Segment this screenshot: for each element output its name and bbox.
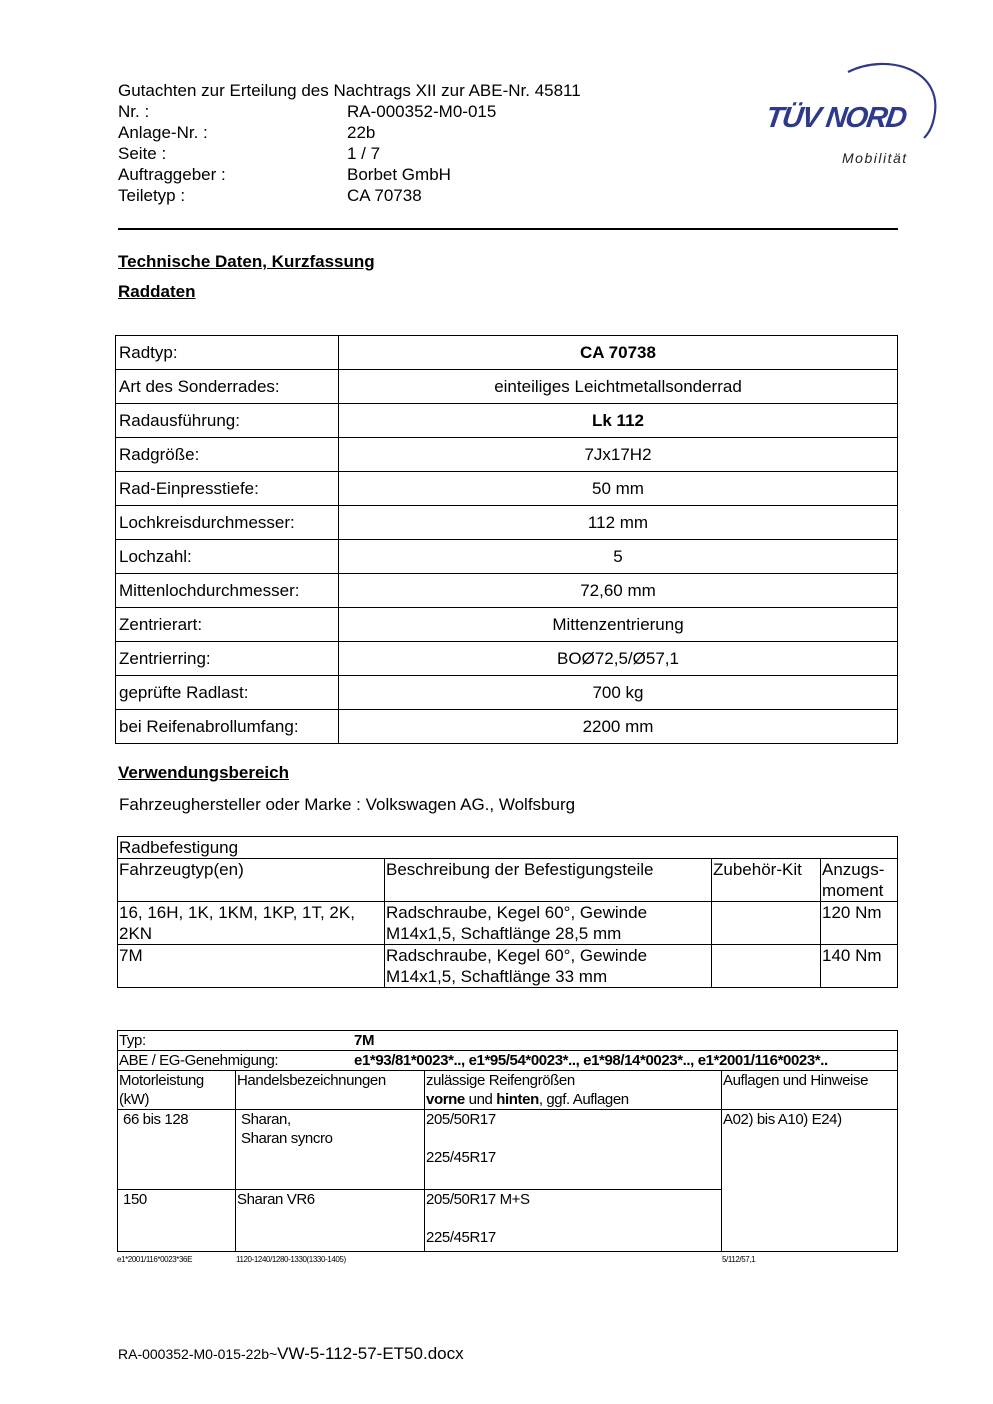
wheel-label: Mittenlochdurchmesser: [116, 574, 339, 608]
wheel-label: Lochzahl: [116, 540, 339, 574]
document-filename [118, 1344, 464, 1364]
vehicle-types: 16, 16H, 1K, 1KM, 1KP, 1T, 2K, 2KN [118, 902, 385, 945]
trade-names [236, 1190, 425, 1252]
filename-part-a: RA-000352-M0-015-22b~ [118, 1346, 278, 1362]
column-header-tyres [425, 1071, 722, 1110]
wheel-label: Lochkreisdurchmesser: [116, 506, 339, 540]
trade-name: Sharan VR6 [237, 1191, 315, 1208]
column-header: Fahrzeugtyp(en) [118, 859, 385, 902]
wheel-value: 700 kg [339, 676, 898, 710]
table-row [116, 608, 898, 642]
header-value: RA-000352-M0-015 [347, 102, 497, 121]
wheel-value: 50 mm [339, 472, 898, 506]
header-value: 22b [347, 123, 376, 142]
tyres-rest: , ggf. Auflagen [538, 1091, 629, 1108]
wheel-value: 112 mm [339, 506, 898, 540]
header-divider [118, 228, 898, 230]
table-row [116, 336, 898, 370]
table-row [116, 642, 898, 676]
tyres-rear: hinten [496, 1091, 539, 1108]
tyre-size: 205/50R17 [426, 1111, 496, 1128]
torque: 140 Nm [821, 945, 898, 988]
mounting-title: Radbefestigung [118, 837, 898, 859]
tyre-sizes [425, 1110, 722, 1190]
table-row [118, 837, 898, 859]
filename-part-b: VW-5-112-57-ET50.docx [277, 1344, 464, 1363]
header-label: Auftraggeber : [118, 165, 226, 184]
trade-names [236, 1110, 425, 1190]
approval-row [118, 1051, 898, 1071]
type-label: Typ: [119, 1032, 146, 1049]
wheel-value: Mittenzentrierung [339, 608, 898, 642]
column-header: Anzugs-moment [821, 859, 898, 902]
table-row [116, 676, 898, 710]
approval-value: e1*93/81*0023*.., e1*95/54*0023*.., e1*98/14*0023*.., e1*2001/116*0023*.. [354, 1052, 828, 1069]
tyre-size: 205/50R17 M+S [426, 1191, 530, 1208]
torque: 120 Nm [821, 902, 898, 945]
section-technical-title: Technische Daten, Kurzfassung [118, 252, 375, 271]
footnote-pcd: 5/112/57,1 [722, 1255, 756, 1264]
wheel-data-table [115, 335, 898, 744]
type-row [118, 1031, 898, 1051]
header-row-page [118, 143, 380, 164]
header-value: 1 / 7 [347, 144, 381, 163]
tyre-size: 225/45R17 [426, 1149, 496, 1166]
fastener-description: Radschraube, Kegel 60°, Gewinde M14x1,5, Schaftlänge 33 mm [385, 945, 712, 988]
vehicle-approval-table [117, 1030, 898, 1252]
wheel-label: geprüfte Radlast: [116, 676, 339, 710]
logo-brand: TÜV NORD [763, 102, 908, 134]
wheel-label: Zentrierart: [116, 608, 339, 642]
header-label: Anlage-Nr. : [118, 123, 208, 142]
wheel-value: CA 70738 [339, 336, 898, 370]
wheel-label: Radausführung: [116, 404, 339, 438]
table-header-row [118, 1071, 898, 1110]
wheel-value: einteiliges Leichtmetallsonderrad [339, 370, 898, 404]
table-row [118, 1110, 898, 1190]
table-row [116, 540, 898, 574]
mounting-table [117, 836, 898, 988]
header-value: Borbet GmbH [347, 165, 451, 184]
table-row [116, 574, 898, 608]
table-row [118, 945, 898, 988]
column-header: Motorleistung (kW) [118, 1071, 236, 1110]
table-row [116, 472, 898, 506]
report-title: Gutachten zur Erteilung des Nachtrags XII zur ABE-Nr. 45811 [118, 81, 581, 100]
table-row [116, 370, 898, 404]
column-header: Zubehör-Kit [712, 859, 821, 902]
table-row [116, 404, 898, 438]
tyres-header-line1: zulässige Reifengrößen [426, 1072, 575, 1089]
section-usage-title: Verwendungsbereich [118, 763, 289, 782]
notes-cell: A02) bis A10) E24) [722, 1110, 898, 1252]
header-row-client [118, 164, 451, 185]
header-row-annex [118, 122, 375, 143]
column-header: Beschreibung der Befestigungsteile [385, 859, 712, 902]
trade-name: Sharan syncro [241, 1130, 333, 1147]
wheel-label: Rad-Einpresstiefe: [116, 472, 339, 506]
tyres-and: und [464, 1091, 497, 1108]
table-row [118, 1031, 898, 1051]
wheel-value: 7Jx17H2 [339, 438, 898, 472]
wheel-label: Zentrierring: [116, 642, 339, 676]
table-row [116, 710, 898, 744]
header-label: Nr. : [118, 102, 150, 121]
wheel-label: Art des Sonderrades: [116, 370, 339, 404]
table-row [116, 438, 898, 472]
manufacturer-line: Fahrzeughersteller oder Marke : Volkswagen AG., Wolfsburg [119, 795, 576, 814]
accessory-kit [712, 945, 821, 988]
column-header: Auflagen und Hinweise [722, 1071, 898, 1110]
header-label: Seite : [118, 144, 167, 163]
type-value: 7M [354, 1032, 375, 1049]
fastener-description: Radschraube, Kegel 60°, Gewinde M14x1,5, Schaftlänge 28,5 mm [385, 902, 712, 945]
wheel-value: BOØ72,5/Ø57,1 [339, 642, 898, 676]
wheel-label: bei Reifenabrollumfang: [116, 710, 339, 744]
wheel-value: Lk 112 [339, 404, 898, 438]
wheel-value: 2200 mm [339, 710, 898, 744]
tyre-sizes [425, 1190, 722, 1252]
footnote-range: 1120-1240/1280-1330(1330-1405) [236, 1255, 346, 1264]
table-row [118, 902, 898, 945]
table-row [116, 506, 898, 540]
trade-name: Sharan, [241, 1111, 291, 1128]
engine-power: 150 [118, 1190, 236, 1252]
tuv-nord-logo [760, 58, 945, 170]
footnote-approval: e1*2001/116*0023*36E [117, 1255, 193, 1264]
accessory-kit [712, 902, 821, 945]
tyre-size: 225/45R17 [426, 1229, 496, 1246]
section-wheel-title: Raddaten [118, 282, 196, 301]
tyres-front: vorne [426, 1091, 465, 1108]
table-header-row [118, 859, 898, 902]
header-row-parttype [118, 185, 422, 206]
wheel-value: 72,60 mm [339, 574, 898, 608]
column-header: Handelsbezeichnungen [236, 1071, 425, 1110]
wheel-value: 5 [339, 540, 898, 574]
logo-subtitle: Mobilität [842, 150, 908, 166]
engine-power: 66 bis 128 [118, 1110, 236, 1190]
approval-label: ABE / EG-Genehmigung: [119, 1052, 279, 1069]
wheel-label: Radgröße: [116, 438, 339, 472]
vehicle-types: 7M [118, 945, 385, 988]
header-value: CA 70738 [347, 186, 422, 205]
table-row [118, 1051, 898, 1071]
wheel-label: Radtyp: [116, 336, 339, 370]
header-label: Teiletyp : [118, 186, 186, 205]
header-row-number [118, 101, 496, 122]
